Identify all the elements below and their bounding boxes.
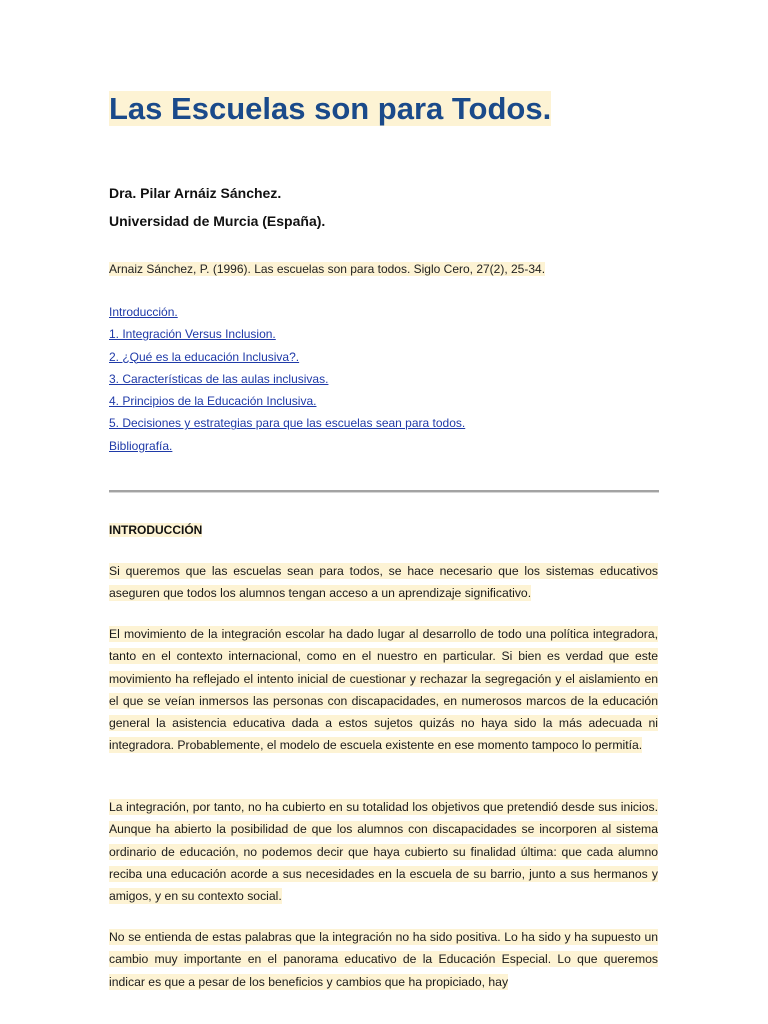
section-heading: INTRODUCCIÓN xyxy=(109,523,203,537)
toc-item-3 xyxy=(109,370,465,392)
paragraph-4: No se entienda de estas palabras que la integración no ha sido positiva. Lo ha sido y ha supuesto un cambio muy importante en el panorama educativo de la Educación Especial. Lo que queremos indicar es que a pesar de los beneficios y cambios que ha propiciado, hay xyxy=(109,930,658,989)
toc-item-bibliografia xyxy=(109,437,465,459)
toc-link-decisiones[interactable]: 5. Decisiones y estrategias para que las escuelas sean para todos. xyxy=(109,416,466,431)
paragraph-1: Si queremos que las escuelas sean para todos, se hace necesario que los sistemas educativos aseguren que todos los alumnos tengan acceso a un aprendizaje significativo. xyxy=(109,564,658,601)
toc-link-bibliografia[interactable]: Bibliografía. xyxy=(109,438,173,453)
toc-item-introduccion xyxy=(109,303,465,325)
toc-link-integracion[interactable]: 1. Integración Versus Inclusion. xyxy=(109,327,276,342)
paragraph-3: La integración, por tanto, no ha cubierto en su totalidad los objetivos que pretendió desde sus inicios. Aunque ha abierto la posibilidad de que los alumnos con discapacidades se incorporen al sistema ordinario de educación, no podemos decir que haya cubierto su finalidad última: que cada alumno reciba una educación acorde a sus necesidades en la escuela de su barrio, junto a sus hermanos y amigos, y en su contexto social. xyxy=(109,800,658,904)
document-title: Las Escuelas son para Todos. xyxy=(109,91,552,126)
toc-link-caracteristicas[interactable]: 3. Características de las aulas inclusivas. xyxy=(109,371,329,386)
author-affiliation: Universidad de Murcia (España). xyxy=(109,213,326,229)
toc-item-2 xyxy=(109,348,465,370)
toc-link-educacion-inclusiva[interactable]: 2. ¿Qué es la educación Inclusiva?. xyxy=(109,349,300,364)
toc-item-4 xyxy=(109,392,465,414)
toc-link-introduccion[interactable]: Introducción. xyxy=(109,305,178,319)
toc-item-1 xyxy=(109,325,465,347)
horizontal-divider xyxy=(109,490,659,493)
citation: Arnaiz Sánchez, P. (1996). Las escuelas son para todos. Siglo Cero, 27(2), 25-34. xyxy=(109,262,546,276)
author-name: Dra. Pilar Arnáiz Sánchez. xyxy=(109,185,282,201)
table-of-contents xyxy=(109,303,465,459)
paragraph-2: El movimiento de la integración escolar ha dado lugar al desarrollo de todo una política integradora, tanto en el contexto internacional, como en el nuestro en particular. Si bien es verdad que este movimiento ha reflejado el intento inicial de cuestionar y rechazar la segregación y el aislamiento en el que se veían inmersos las personas con discapacidades, en numerosos marcos de la educación general la asistencia educativa dada a estos sujetos quizás no haya sido la más adecuada ni integradora. Probablemente, el modelo de escuela existente en ese momento tampoco lo permitía. xyxy=(109,627,658,753)
toc-link-principios[interactable]: 4. Principios de la Educación Inclusiva. xyxy=(109,394,317,409)
toc-item-5 xyxy=(109,414,465,436)
